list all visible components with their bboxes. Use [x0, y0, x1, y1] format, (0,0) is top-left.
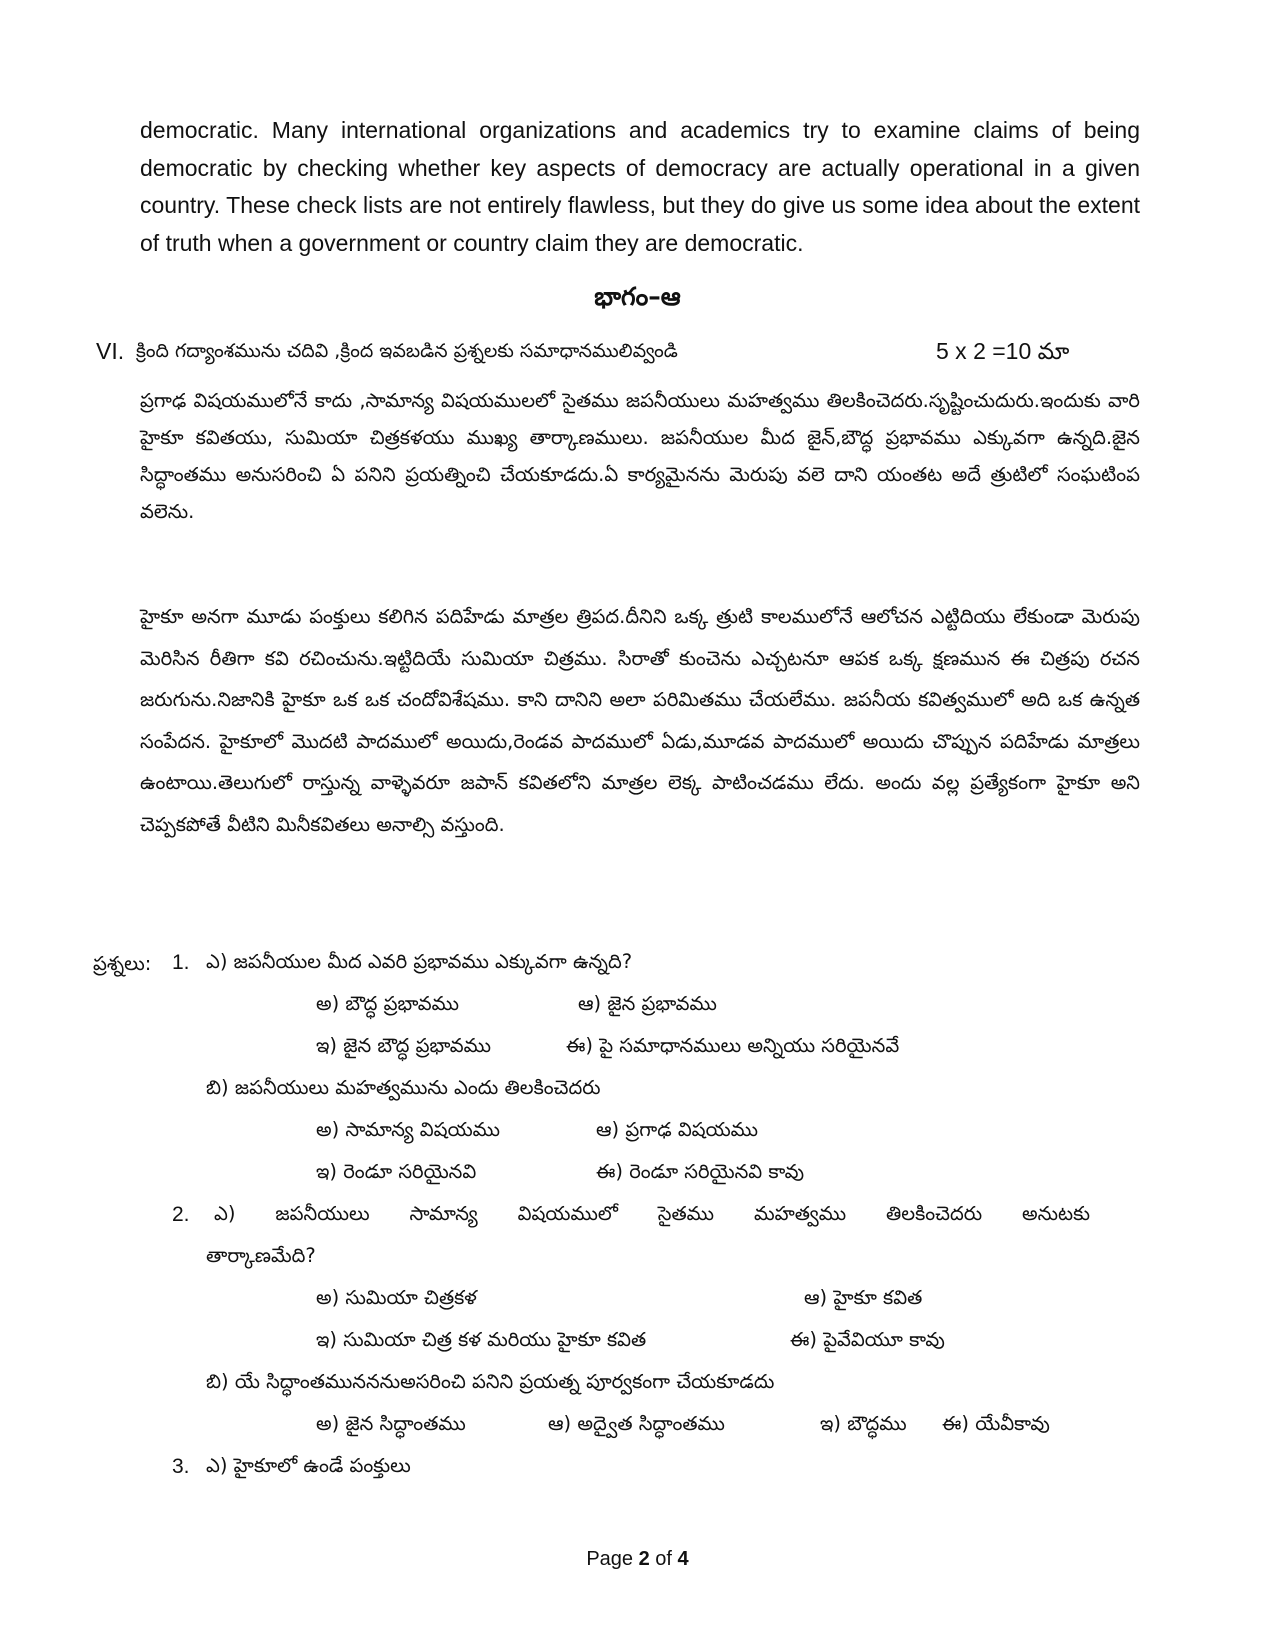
option: ఇ) జైన బౌద్ధ ప్రభావము [316, 1034, 492, 1057]
option: అ) బౌద్ధ ప్రభావము [316, 992, 460, 1015]
option: ఈ) రెండూ సరియైనవి కావు [596, 1160, 805, 1183]
option: ఇ) రెండూ సరియైనవి [316, 1160, 477, 1183]
question-number: 1. [172, 951, 190, 974]
page-footer [0, 1548, 1275, 1571]
option: ఈ) పైవేవియూ కావు [790, 1328, 945, 1351]
question-number: 3. [172, 1455, 190, 1478]
questions-label: ప్రశ్నలు: [93, 952, 152, 975]
section-heading: భాగం–ఆ [594, 282, 681, 311]
passage-paragraph-2: హైకూ అనగా మూడు పంక్తులు కలిగిన పదిహేడు మాత్రల త్రిపద.దీనిని ఒక్క త్రుటి కాలములోనే ఆలోచన ఎట్టిదియు లేకుండా మెరుపు మెరిసిన రీతిగా కవి రచించును.ఇట్టిదియే సుమియా చిత్రము. సిరాతో కుంచెను ఎచ్చటనూ ఆపక ఒక్క క్షణమున ఈ చిత్రపు రచన జరుగును.నిజానికి హైకూ ఒక ఒక చందోవిశేషము. కాని దానిని అలా పరిమితము చేయలేము. జపనీయ కవిత్వములో అది ఒక ఉన్నత సంపేదన. హైకూలో మొదటి పాదములో అయిదు,రెండవ పాదములో ఏడు,మూడవ పాదములో అయిదు చొప్పున పదిహేడు మాత్రలు ఉంటాయి.తెలుగులో రాస్తున్న వాళ్ళెవరూ జపాన్ కవితలోని మాత్రల లెక్క పాటించడము లేదు. అందు వల్ల ప్రత్యేకంగా హైకూ అని చెప్పకపోతే వీటిని మినీకవితలు అనాల్సి వస్తుంది. [140, 605, 1140, 836]
question-2a: ఎ) జపనీయులు సామాన్య విషయములో సైతము మహత్వము తిలకించెదరు అనుటకు [214, 1202, 1090, 1225]
footer-middle: of [649, 1548, 678, 1570]
option: ఆ) ప్రగాఢ విషయము [596, 1118, 759, 1141]
section-header [96, 338, 1146, 374]
section-number: VI. [96, 338, 125, 364]
option: ఈ) పై సమాధానములు అన్నియు సరియైనవే [566, 1034, 900, 1057]
footer-prefix: Page [586, 1548, 639, 1570]
question-1b: బి) జపనీయులు మహత్వమును ఎందు తిలకించెదరు [206, 1076, 601, 1099]
option: అ) జైన సిద్ధాంతము [316, 1412, 466, 1435]
option: ఇ) బౌద్ధము [820, 1412, 907, 1435]
english-paragraph: democratic. Many international organizations and academics try to examine claims of being democratic by checking whether key aspects of democracy are actually operational in a given country. These check lists are not entirely flawless, but they do give us some idea about the extent of truth when a government or country claim they are democratic. [140, 117, 1140, 256]
question-1a: ఎ) జపనీయుల మీద ఎవరి ప్రభావము ఎక్కువగా ఉన్నది? [206, 950, 633, 973]
option: ఈ) యేవీకావు [942, 1412, 1050, 1435]
option: ఆ) అద్వైత సిద్ధాంతము [548, 1412, 725, 1435]
question-number: 2. [172, 1203, 190, 1226]
option: అ) సుమియా చిత్రకళ [316, 1286, 477, 1309]
footer-total-pages: 4 [677, 1548, 689, 1570]
passage-paragraph-1: ప్రగాఢ విషయములోనే కాదు ,సామాన్య విషయములలో సైతము జపనీయులు మహత్వము తిలకించెదరు.సృష్టించుదురు.ఇందుకు వారి హైకూ కవితయు, సుమియా చిత్రకళయు ముఖ్య తార్కాణములు. జపనీయుల మీద జైన్,బౌద్ధ ప్రభావము ఎక్కువగా ఉన్నది.జైన సిద్ధాంతము అనుసరించి ఏ పనిని ప్రయత్నించి చేయకూడదు.ఏ కార్యమైనను మెరుపు వలె దాని యంతట అదే త్రుటిలో సంఘటింప వలెను. [140, 389, 1140, 523]
footer-current-page: 2 [638, 1548, 650, 1570]
question-3a: ఎ) హైకూలో ఉండే పంక్తులు [206, 1454, 411, 1477]
question-2b: బి) యే సిద్ధాంతమునననుఅసరించి పనిని ప్రయత్న పూర్వకంగా చేయకూడదు [206, 1370, 775, 1393]
section-instruction: క్రింది గద్యాంశమును చదివి ,క్రింద ఇవబడిన ప్రశ్నలకు సమాధానములివ్వండి [136, 340, 678, 362]
option: ఆ) జైన ప్రభావము [578, 992, 717, 1015]
section-marks: 5 x 2 =10 మా [936, 338, 1070, 364]
question-2a-continued: తార్కాణమేది? [206, 1244, 316, 1267]
option: ఆ) హైకూ కవిత [804, 1286, 923, 1309]
option: అ) సామాన్య విషయము [316, 1118, 501, 1141]
option: ఇ) సుమియా చిత్ర కళ మరియు హైకూ కవిత [316, 1328, 647, 1351]
